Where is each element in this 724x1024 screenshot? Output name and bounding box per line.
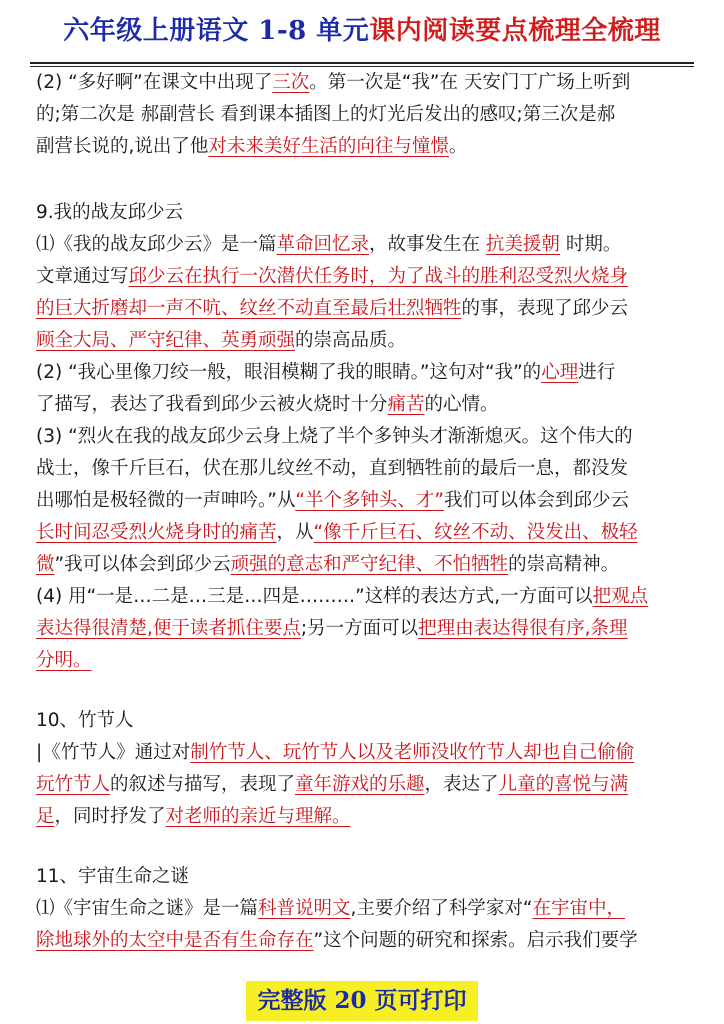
s9-p4-line-1: (4) 用“一是…二是…三是…四是………”这样的表达方式,一方面可以把观点 (36, 586, 649, 607)
highlight: 足 (36, 806, 55, 827)
section-10-heading: 10、竹节人 (36, 710, 134, 731)
s9-p4-line-3 (36, 646, 696, 676)
highlight: “像千斤巨石、纹丝不动、没发出、极轻 (313, 522, 638, 543)
s9-p1-line-1: ⑴《我的战友邱少云》是一篇革命回忆录，故事发生在 抗美援朝 时期。 (36, 234, 622, 255)
highlight: 把理由表达得很有序,条理 (418, 618, 628, 639)
highlight: 痛苦 (387, 394, 425, 415)
s9-p2-line-2: 了描写，表达了我看到邱少云被火烧时十分痛苦的心情。 (36, 394, 499, 415)
s9-p3-line-2: 战士，像千斤巨石，伏在那儿纹丝不动，直到牺牲前的最后一息，都没发 (36, 458, 629, 479)
highlight: 抗美援朝 (485, 234, 560, 255)
highlight: 对未来美好生活的向往与憧憬 (208, 136, 449, 157)
s9-p2-line-1: (2) “我心里像刀绞一般，眼泪模糊了我的眼睛。”这句对“我”的心理进行 (36, 362, 616, 383)
highlight: 表达得很清楚,便于读者抓住要点 (36, 618, 301, 639)
s9-p1-line-3: 的巨大折磨却一声不吭、纹丝不动直至最后壮烈牺牲的事，表现了邱少云 (36, 298, 629, 319)
highlight: 对老师的亲近与理解。 (165, 806, 351, 827)
highlight: 的巨大折磨却一声不吭、纹丝不动直至最后壮烈牺牲 (36, 298, 462, 319)
section-11-heading: 11、宇宙生命之谜 (36, 866, 190, 887)
highlight: 玩竹节人 (36, 774, 111, 795)
s9-p3-line-5: 微”我可以体会到邱少云顽强的意志和严守纪律、不怕牺牲的崇高精神。 (36, 554, 620, 575)
highlight: 在宇宙中， (532, 898, 626, 919)
highlight: 童年游戏的乐趣 (295, 774, 425, 795)
s9-p1-line-2: 文章通过写邱少云在执行一次潜伏任务时，为了战斗的胜利忍受烈火烧身 (36, 266, 629, 287)
s10-line-2: 玩竹节人的叙述与描写，表现了童年游戏的乐趣，表达了儿童的喜悦与满 (36, 774, 629, 795)
highlight: 制竹节人、玩竹节人以及老师没收竹节人却也自己偷偷 (190, 742, 635, 763)
highlight: 把观点 (592, 586, 649, 607)
s11-line-2: 除地球外的太空中是否有生命存在”这个问题的研究和探索。启示我们要学 (36, 930, 638, 951)
s9-p4-line-2: 表达得很清楚,便于读者抓住要点;另一方面可以把理由表达得很有序,条理 (36, 618, 628, 639)
s10-line-1: |《竹节人》通过对制竹节人、玩竹节人以及老师没收竹节人却也自己偷偷 (36, 742, 635, 763)
highlight: 顽强的意志和严守纪律、不怕牺牲 (230, 554, 509, 575)
s9-p1-line-4: 顾全大局、严守纪律、英勇顽强的崇高品质。 (36, 330, 407, 351)
title-part-1: 六年级上册语文 1-8 单元 (63, 16, 370, 46)
highlight: 邱少云在执行一次潜伏任务时，为了战斗的胜利忍受烈火烧身 (128, 266, 629, 287)
title-divider-thin (30, 66, 694, 67)
highlight: 分明。 (36, 650, 92, 671)
highlight: 微 (36, 554, 55, 575)
s9-p3-line-4: 长时间忍受烈火烧身时的痛苦，从“像千斤巨石、纹丝不动、没发出、极轻 (36, 522, 638, 543)
highlight: 除地球外的太空中是否有生命存在 (36, 930, 314, 951)
s8-line-2: 的;第二次是 郝副营长 看到课本插图上的灯光后发出的感叹;第三次是郝 (36, 104, 616, 125)
highlight: 顾全大局、严守纪律、英勇顽强 (36, 330, 296, 351)
highlight: “半个多钟头、才” (295, 490, 445, 511)
s10-line-3: 足，同时抒发了对老师的亲近与理解。 (36, 806, 351, 827)
highlight: 三次 (272, 72, 310, 93)
s8-line-3: 副营长说的,说出了他对未来美好生活的向往与憧憬。 (36, 136, 468, 157)
s11-line-1: ⑴《宇宙生命之谜》是一篇科普说明文,主要介绍了科学家对“在宇宙中， (36, 898, 626, 919)
highlight: 科普说明文 (258, 898, 351, 919)
highlight: 革命回忆录 (276, 234, 370, 255)
highlight: 长时间忍受烈火烧身时的痛苦 (36, 522, 277, 543)
print-banner: 完整版 20 页可打印 (246, 981, 478, 1021)
s9-p3-line-3: 出哪怕是极轻微的一声呻吟。”从“半个多钟头、才”我们可以体会到邱少云 (36, 490, 630, 511)
highlight: 心理 (541, 362, 579, 383)
title-part-2: 课内阅读要点梳理全梳理 (369, 16, 661, 46)
s9-p3-line-1: (3) “烈火在我的战友邱少云身上烧了半个多钟头才渐渐熄灭。这个伟大的 (36, 426, 633, 447)
highlight: 儿童的喜悦与满 (498, 774, 629, 795)
section-9-heading: 9.我的战友邱少云 (36, 202, 184, 223)
s8-line-1: (2) “多好啊”在课文中出现了三次。第一次是“我”在 天安门丁广场上听到 (36, 72, 631, 93)
title-divider-thick (30, 62, 694, 64)
page-title (0, 0, 724, 62)
